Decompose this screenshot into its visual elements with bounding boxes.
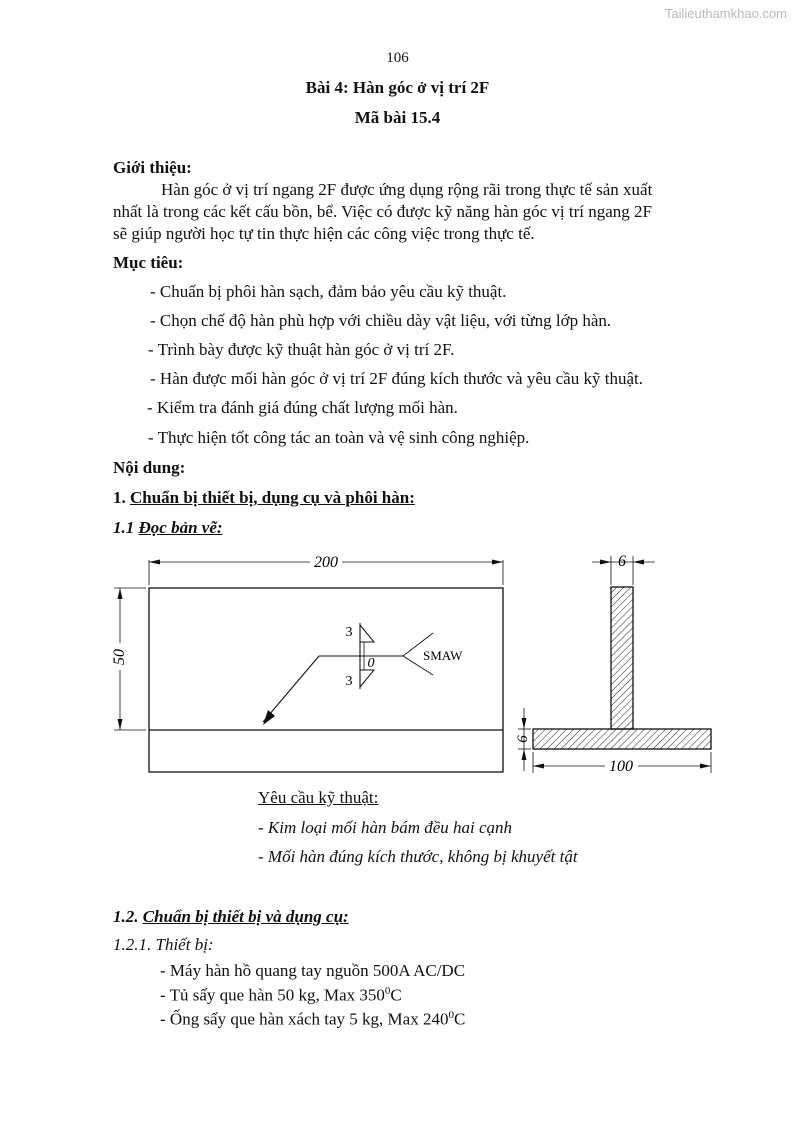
intro-line: Hàn góc ở vị trí ngang 2F được ứng dụng rộng rãi trong thực tế sản xuất — [161, 180, 653, 199]
requirement-item: - Mối hàn đúng kích thước, không bị khuyết tật — [258, 847, 578, 866]
section-title: Chuẩn bị thiết bị, dụng cụ và phôi hàn: — [130, 488, 415, 507]
unit: C — [390, 985, 402, 1005]
weld-size-top: 3 — [345, 625, 353, 640]
watermark: Tailieuthamkhao.com — [664, 6, 787, 21]
objective-item: - Hàn được mối hàn góc ở vị trí 2F đúng kích thước và yêu cầu kỹ thuật. — [150, 369, 643, 388]
objective-item: - Chọn chế độ hàn phù hợp với chiều dày vật liệu, với từng lớp hàn. — [150, 311, 612, 330]
equipment-text: - Ống sấy que hàn xách tay 5 kg, Max 240 — [160, 1009, 449, 1029]
objective-item: - Kiểm tra đánh giá đúng chất lượng mối hàn. — [147, 398, 458, 417]
length-dimension — [149, 554, 503, 585]
width-dimension — [533, 752, 711, 775]
thickness-dimension-top — [592, 553, 655, 585]
section-number: 1.2. — [113, 907, 143, 926]
equipment-text: - Tủ sấy que hàn 50 kg, Max 350 — [160, 985, 385, 1005]
dim-length-label: 200 — [314, 554, 338, 571]
requirements-heading: Yêu cầu kỹ thuật: — [258, 788, 379, 807]
dim-width-label: 100 — [609, 758, 633, 775]
lesson-code: Mã bài 15.4 — [354, 108, 441, 127]
weld-angle: 0 — [367, 656, 375, 671]
equipment-text: - Máy hàn hồ quang tay nguồn 500A AC/DC — [160, 961, 466, 980]
front-view — [149, 588, 503, 772]
degree-superscript: 0 — [448, 1009, 454, 1021]
objectives-heading: Mục tiêu: — [113, 253, 184, 272]
equipment-item — [160, 961, 465, 981]
technical-drawing — [100, 545, 730, 780]
weld-size-bottom: 3 — [345, 674, 353, 689]
arrow-line — [263, 656, 319, 722]
unit: C — [453, 1009, 466, 1029]
degree-superscript: 0 — [384, 985, 391, 997]
intro-heading: Giới thiệu: — [113, 158, 192, 177]
lesson-title: Bài 4: Hàn góc ở vị trí 2F — [305, 78, 490, 97]
objective-item: - Chuẩn bị phôi hàn sạch, đảm bảo yêu cầu kỹ thuật. — [150, 282, 507, 301]
intro-line: sẽ giúp người học tự tin thực hiện các công việc trong thực tế. — [113, 224, 535, 243]
content-heading: Nội dung: — [113, 458, 186, 477]
dim-height-label: 50 — [111, 649, 128, 665]
section-number: 1.1 — [113, 518, 139, 537]
section-1-heading — [113, 488, 415, 508]
vertical-plate-section — [611, 587, 633, 729]
requirement-item: - Kim loại mối hàn bám đều hai cạnh — [258, 818, 513, 837]
objective-item: - Trình bày được kỹ thuật hàn góc ở vị trí 2F. — [148, 340, 455, 359]
section-title: Chuẩn bị thiết bị và dụng cụ: — [142, 907, 349, 926]
objective-item: - Thực hiện tốt công tác an toàn và vệ sinh công nghiệp. — [148, 428, 530, 447]
thickness-dimension-left — [515, 708, 531, 771]
horizontal-plate-section — [533, 729, 711, 749]
section-1-1-heading — [113, 518, 223, 538]
page-number: 106 — [386, 50, 409, 66]
intro-line: nhất là trong các kết cấu bồn, bể. Việc có được kỹ năng hàn góc vị trí ngang 2F — [113, 202, 652, 221]
equipment-item — [160, 1009, 465, 1030]
weld-process-label: SMAW — [423, 648, 463, 663]
arrow-head — [263, 710, 275, 725]
weld-symbol — [263, 623, 463, 725]
section-number: 1. — [113, 488, 130, 507]
section-1-2-heading — [113, 907, 349, 927]
dim-thickness-left: 6 — [515, 735, 531, 743]
height-dimension — [111, 588, 146, 730]
section-1-2-1-heading: 1.2.1. Thiết bị: — [113, 935, 214, 954]
equipment-item — [160, 985, 402, 1006]
dim-thickness-top: 6 — [618, 553, 626, 570]
plate-outline — [149, 588, 503, 772]
section-title: Đọc bản vẽ: — [138, 518, 223, 537]
side-view — [533, 587, 711, 749]
